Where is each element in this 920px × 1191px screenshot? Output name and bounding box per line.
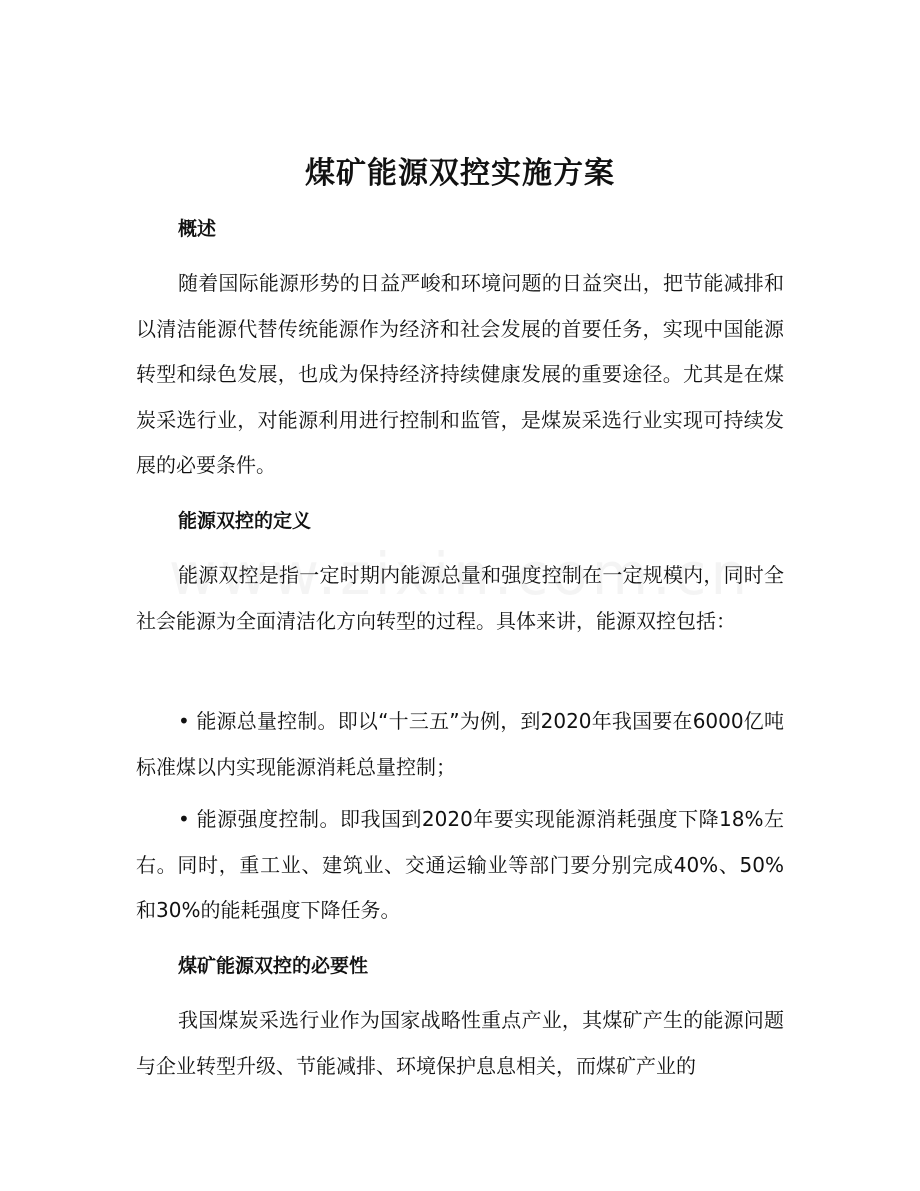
paragraph-definition: 能源双控是指一定时期内能源总量和强度控制在一定规模内，同时全社会能源为全面清洁化方向转型的过程。具体来讲，能源双控包括： <box>136 563 784 633</box>
section-heading-necessity: 煤矿能源双控的必要性 <box>178 955 369 977</box>
section-heading-overview: 概述 <box>178 218 217 240</box>
paragraph-overview: 随着国际能源形势的日益严峻和环境问题的日益突出，把节能减排和以清洁能源代替传统能源作为经济和社会发展的首要任务，实现中国能源转型和绿色发展，也成为保持经济持续健康发展的重要途径。尤其是在煤炭采选行业，对能源利用进行控制和监管，是煤炭采选行业实现可持续发展的必要条件。 <box>136 271 784 477</box>
section-heading-definition: 能源双控的定义 <box>178 510 312 532</box>
document-title: 煤矿能源双控实施方案 <box>305 156 615 191</box>
bullet-total-control: • 能源总量控制。即以“十三五”为例，到2020年我国要在6000亿吨标准煤以内实现能源消耗总量控制； <box>136 709 784 779</box>
bullet-intensity-control: • 能源强度控制。即我国到2020年要实现能源消耗强度下降18%左右。同时，重工业、建筑业、交通运输业等部门要分别完成40%、50%和30%的能耗强度下降任务。 <box>136 807 784 922</box>
paragraph-necessity: 我国煤炭采选行业作为国家战略性重点产业，其煤矿产生的能源问题与企业转型升级、节能减排、环境保护息息相关，而煤矿产业的 <box>136 1008 784 1078</box>
